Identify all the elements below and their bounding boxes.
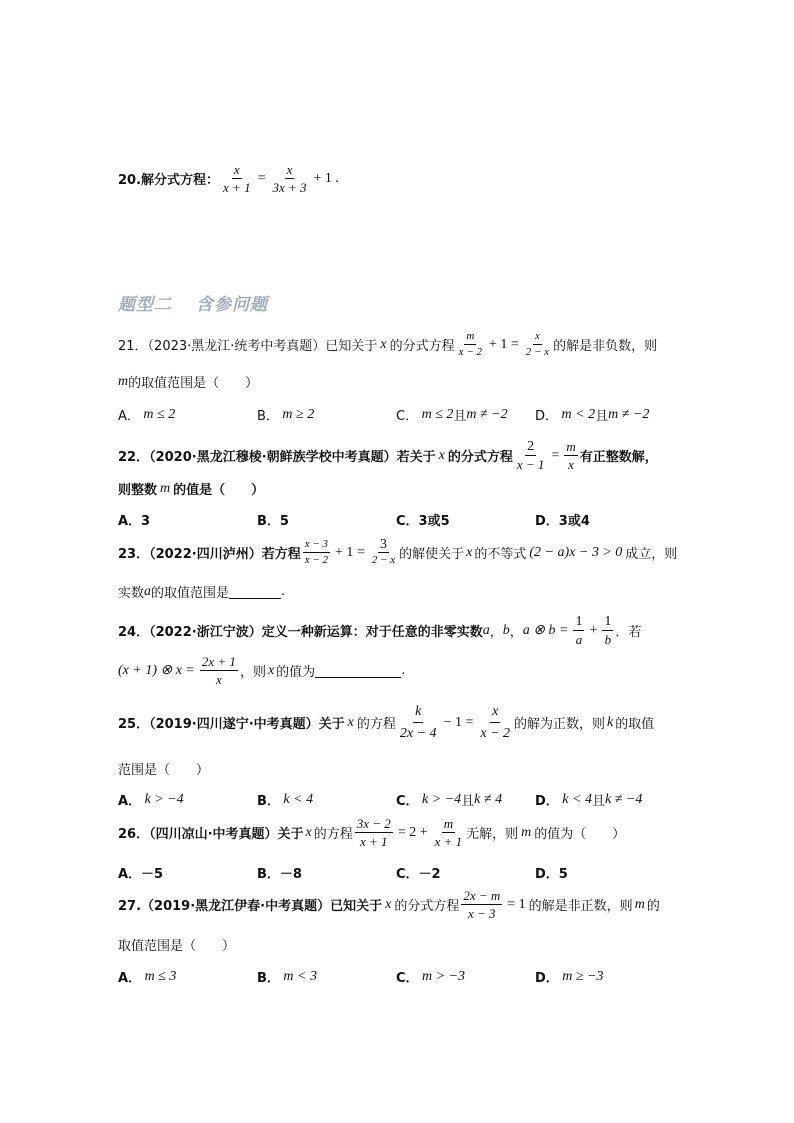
q27-option-a[interactable]: A． m ≤ 3 [118,968,177,986]
q22-option-a[interactable]: A．3 [118,514,151,529]
q24-frac3: $\frac{2x + 1}{x}$ [201,654,236,687]
q24-suffix: ．若 [615,625,642,640]
q24-answer-blank[interactable] [315,664,401,678]
q20-frac-left: $\frac{x}{x + 1}$ [223,162,251,195]
q25-frac2: $\frac{x}{x - 2}$ [480,704,511,741]
q25-mid: 的方程 [356,717,396,732]
q27-option-b[interactable]: B． m < 3 [257,968,317,986]
q23-answer-blank[interactable] [229,585,281,599]
section-title-part2: 含参问题 [196,295,268,315]
q22-option-c[interactable]: C．3或5 [396,514,450,529]
q21-option-b[interactable]: B． m ≥ 2 [257,406,315,424]
q26-mid: 的方程 [313,827,353,842]
q20-label: 20.解分式方程： [118,173,220,188]
q23-line1: 23．（2022·四川泸州）若方程 $\frac{x - 3}{x - 2}$ + 1 = $\frac{3}{2 - x}$ 的解使关于 x 的不等式 (2 − a)x − 3 > 0 成立，则 [118,537,678,566]
q21-option-a[interactable]: A． m ≤ 2 [118,406,176,424]
q27-suffix2: 的 [646,899,660,914]
q26-option-c[interactable]: C．－2 [396,867,441,882]
q25-options [118,790,674,809]
q21-frac1: $\frac{m}{x - 2}$ [458,330,482,358]
q23-prefix: 23．（2022·四川泸州）若方程 [118,547,301,562]
q26-option-a[interactable]: A．－5 [118,867,164,882]
q21-prefix: 21．（2023·黑龙江·统考中考真题）已知关于 [118,339,378,354]
q27-mid: 的分式方程 [394,899,460,914]
q27-suffix: 的解是非正数，则 [528,899,633,914]
q23-frac1: $\frac{x - 3}{x - 2}$ [304,538,329,566]
q23-suffix: 成立，则 [625,547,678,562]
q23-line2: 实数 [118,586,145,601]
q22-line2-suffix: 的值是（ ） [173,483,265,498]
q26-suffix2: 的值为（ ） [534,827,626,842]
q21-option-d[interactable]: D． m < 2 且 m ≠ −2 [535,406,650,424]
q21-option-c[interactable]: C． m ≤ 2 且 m ≠ −2 [396,406,508,424]
q25-suffix2: 的取值 [615,717,655,732]
q22-frac2: $\frac{m}{x}$ [566,439,576,472]
q27-prefix: 27.（2019·黑龙江伊春·中考真题）已知关于 [118,899,383,914]
q26-prefix: 26．（四川凉山·中考真题）关于 [118,827,304,842]
q24-line1: 24．（2022·浙江宁波）定义一种新运算：对于任意的非零实数 a ， b ， a ⊗ b = $\frac{1}{a}$ + $\frac{1}{b}$ ．若 [118,614,642,647]
q25-prefix: 25．（2019·四川遂宁·中考真题）关于 [118,717,345,732]
q27-frac1: $\frac{2x - m}{x - 3}$ [463,888,501,921]
q27-line1: 27.（2019·黑龙江伊春·中考真题）已知关于 x 的分式方程 $\frac{2x - m}{x - 3}$ = 1 的解是非正数，则 m 的 [118,888,660,921]
q25-line2 [118,759,209,778]
section-title [118,290,268,315]
q21-frac2: $\frac{x}{2 - x}$ [525,330,550,358]
q23-mid: 的解使关于 [399,547,465,562]
q22-line2: 则整数 m 的值是（ ） [118,480,265,498]
section-title-part1: 题型二 [118,295,172,315]
q22-line2: 则整数 [118,483,158,498]
q20-frac-right: $\frac{x}{3x + 3}$ [272,162,307,195]
q26-frac2: $\frac{m}{x + 1}$ [434,816,463,849]
q25-frac1: $\frac{k}{2x - 4}$ [399,704,437,741]
q25-line1: 25．（2019·四川遂宁·中考真题）关于 x 的方程 $\frac{k}{2x - 4}$ − 1 = $\frac{x}{x - 2}$ 的解为正数，则 k 的取值 [118,704,655,741]
q24-line2: (x + 1) ⊗ x = $\frac{2x + 1}{x}$ ，则 x 的值为 . [118,654,406,687]
q22-line1: 22．（2020·黑龙江穆棱·朝鲜族学校中考真题）若关于 x 的分式方程 $\frac{2}{x - 1}$ = $\frac{m}{x}$ 有正整数解， [118,439,658,472]
q22-options [118,510,674,529]
q25-option-a[interactable]: A． k > −4 [118,791,184,809]
q27-options [118,967,674,986]
q23-line2: 实数 a 的取值范围是 . [118,583,286,601]
q21-line1: 21．（2023·黑龙江·统考中考真题）已知关于 x 的分式方程 $\frac{m}{x - 2}$ + 1 = $\frac{x}{2 - x}$ 的解是非负数，则 [118,330,658,358]
q25-option-d[interactable]: D． k < 4 且 k ≠ −4 [535,791,643,809]
q26-options [118,863,674,882]
q27-option-d[interactable]: D． m ≥ −3 [535,968,604,986]
q20-line: 20.解分式方程： $\frac{x}{x + 1}$ = $\frac{x}{3x + 3}$ + 1 . [118,162,340,195]
q21-line2: m 的取值范围是（ ） [118,373,259,391]
q26-frac1: $\frac{3x - 2}{x + 1}$ [356,816,391,849]
q24-line2-suffix: 的值为 [276,665,316,680]
q26-suffix: 无解，则 [466,827,519,842]
q22-option-d[interactable]: D．3或4 [535,514,590,529]
q26-option-d[interactable]: D．5 [535,867,568,882]
q21-options [118,405,674,424]
q24-prefix: 24．（2022·浙江宁波）定义一种新运算：对于任意的非零实数 [118,625,483,640]
q27-line2: 取值范围是（ ） [118,939,236,954]
q22-mid: 的分式方程 [447,450,513,465]
q23-line2-suffix: 的取值范围是 [151,586,230,601]
q22-option-b[interactable]: B．5 [257,514,289,529]
q21-mid: 的分式方程 [389,339,455,354]
q22-frac1: $\frac{2}{x - 1}$ [516,439,545,472]
q24-frac1: $\frac{1}{a}$ [575,614,583,647]
q27-line2 [118,935,235,954]
q26-line1: 26．（四川凉山·中考真题）关于 x 的方程 $\frac{3x - 2}{x + 1}$ = 2 + $\frac{m}{x + 1}$ 无解，则 m 的值为（ ） [118,816,626,849]
q25-option-b[interactable]: B． k < 4 [257,791,314,809]
q27-option-c[interactable]: C． m > −3 [396,968,466,986]
q25-option-c[interactable]: C． k > −4 且 k ≠ 4 [396,791,503,809]
q25-line2: 范围是（ ） [118,763,210,778]
q25-suffix: 的解为正数，则 [514,717,606,732]
q22-suffix: 有正整数解， [579,450,658,465]
q22-prefix: 22．（2020·黑龙江穆棱·朝鲜族学校中考真题）若关于 [118,450,436,465]
q23-frac2: $\frac{3}{2 - x}$ [371,537,396,566]
q20-end: . [334,171,340,186]
q24-line2-mid: ，则 [239,665,266,680]
q23-mid2: 的不等式 [474,547,527,562]
q24-frac2: $\frac{1}{b}$ [604,614,612,647]
q21-line2: 的取值范围是（ ） [128,376,259,391]
q21-suffix: 的解是非负数，则 [553,339,658,354]
q26-option-b[interactable]: B．－8 [257,867,302,882]
